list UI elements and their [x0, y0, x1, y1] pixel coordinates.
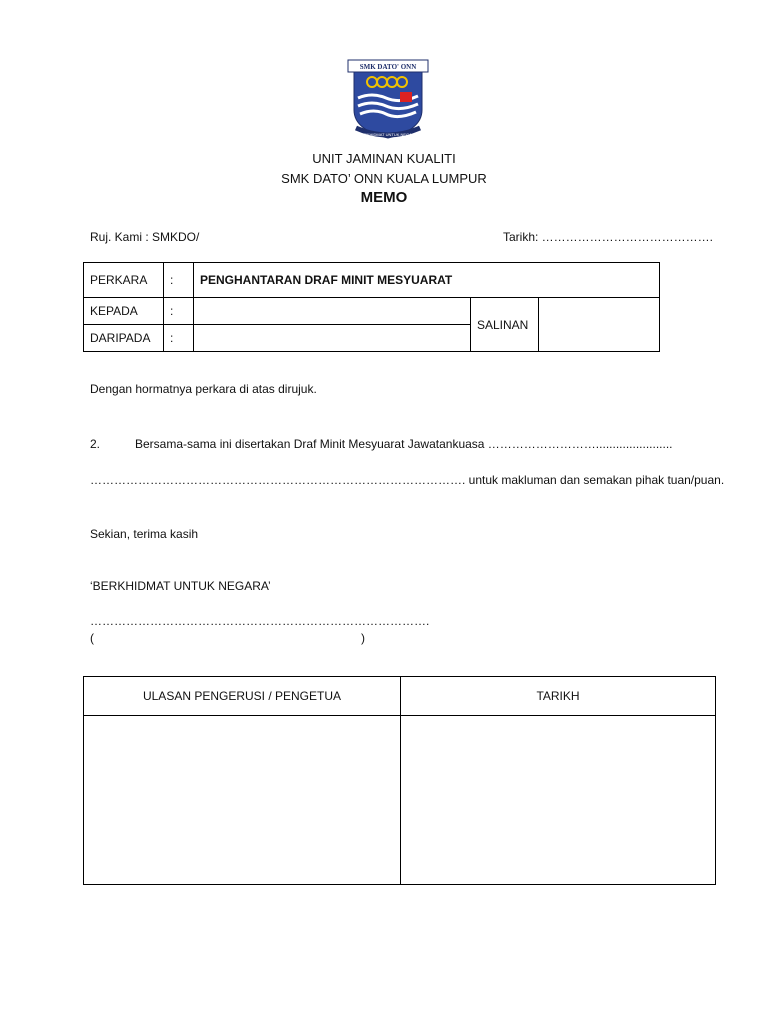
salinan-value: [539, 298, 660, 352]
perkara-colon: :: [164, 263, 194, 298]
salinan-label: SALINAN: [471, 298, 539, 352]
unit-heading: UNIT JAMINAN KUALITI: [312, 151, 456, 166]
perkara-label: PERKARA: [84, 263, 164, 298]
school-heading: SMK DATO’ ONN KUALA LUMPUR: [281, 171, 487, 186]
memo-info-table: [83, 262, 660, 352]
school-crest-logo: [346, 58, 430, 142]
daripada-colon: :: [164, 325, 194, 352]
paragraph-line-2: …………………………………………………………………………………. untuk makluman dan semakan pihak tuan/puan.: [90, 473, 725, 487]
daripada-label: DARIPADA: [84, 325, 164, 352]
date-field: Tarikh: …………………………………….: [503, 230, 714, 244]
perkara-value: PENGHANTARAN DRAF MINIT MESYUARAT: [194, 263, 660, 298]
logo-banner-text: SMK DATO' ONN: [359, 63, 417, 71]
opening-line: Dengan hormatnya perkara di atas dirujuk.: [90, 382, 317, 396]
logo-motto-text: BERKHIDMAT UNTUK NEGARA: [358, 132, 418, 137]
signature-dots: ………………………………………………………………………….: [90, 614, 430, 628]
paragraph-line-1: Bersama-sama ini disertakan Draf Minit Mesyuarat Jawatankuasa ……………………….......................: [135, 437, 673, 451]
kepada-label: KEPADA: [84, 298, 164, 325]
reference-number: Ruj. Kami : SMKDO/: [90, 230, 200, 244]
motto-line: ‘BERKHIDMAT UNTUK NEGARA’: [90, 579, 271, 593]
name-bracket-close: ): [361, 631, 365, 645]
memo-title: MEMO: [360, 189, 408, 206]
name-bracket-open: (: [90, 631, 94, 645]
kepada-value: [194, 298, 471, 325]
review-comments-cell: [84, 716, 401, 885]
review-header-date: TARIKH: [401, 677, 716, 716]
daripada-value: [194, 325, 471, 352]
review-header-comments: ULASAN PENGERUSI / PENGETUA: [84, 677, 401, 716]
closing-line: Sekian, terima kasih: [90, 527, 199, 541]
paragraph-number: 2.: [90, 437, 101, 451]
review-table: [83, 676, 716, 885]
kepada-colon: :: [164, 298, 194, 325]
review-date-cell: [401, 716, 716, 885]
